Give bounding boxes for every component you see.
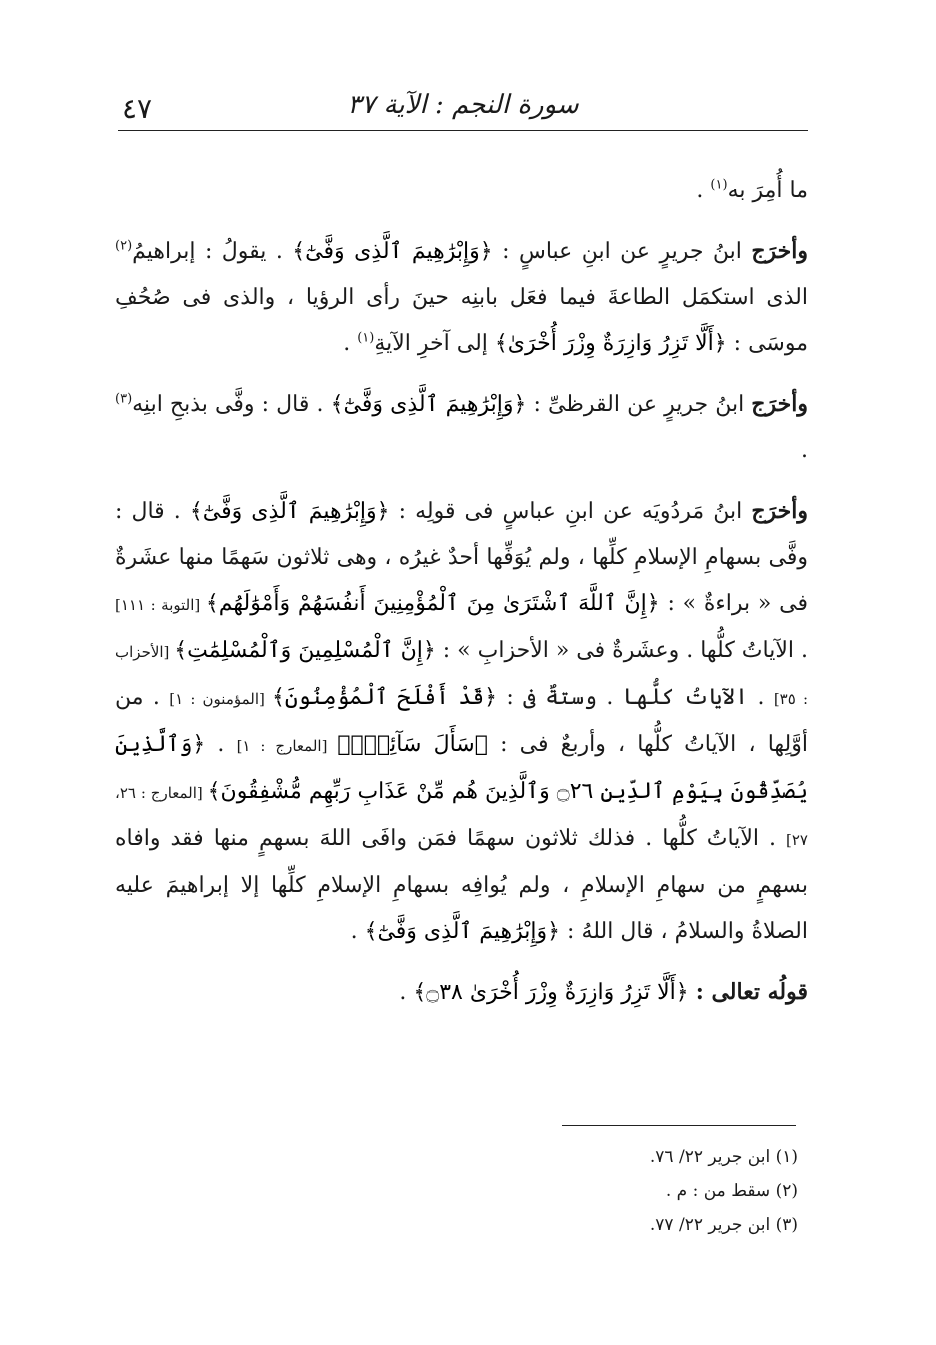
- body-text: . الآياتُ كلُّها . وعشَرةٌ فى « الأحزابِ » :: [435, 638, 808, 663]
- quran-quote: ﴿سَأَلَ سَآئِلٌۢ﴾: [337, 732, 488, 757]
- page-header: [118, 84, 808, 131]
- running-title: سورة النجم : الآية ٣٧: [347, 90, 579, 120]
- footnote-1: (١) ابن جرير ٢٢/ ٧٦.: [649, 1147, 798, 1167]
- body-text: . يقولُ : إبراهيمُ: [132, 239, 293, 264]
- body-text: .: [399, 980, 414, 1005]
- body-text: إلى آخرِ الآيةِ: [374, 331, 495, 356]
- body-text: . قال : وفَّى بذبحِ ابنِه: [132, 392, 331, 417]
- body-text: . من أوَّلِها ، الآياتُ كلُّها ، وأربعٌ فى :: [115, 685, 808, 757]
- body-text: .: [205, 732, 237, 757]
- footnote-2: (٢) سقط من : م .: [665, 1181, 798, 1201]
- footnote-ref[interactable]: (١): [357, 330, 375, 346]
- verse-reference: [المؤمنون : ١]: [169, 690, 273, 708]
- paragraph-lead-word: وأخرَج: [751, 238, 808, 264]
- page-body: [115, 168, 808, 1030]
- body-text: [689, 980, 696, 1005]
- footnote-ref[interactable]: (١): [710, 177, 728, 193]
- paragraph-text: ما أُمِرَ به: [727, 178, 808, 203]
- page-number: ٤٧: [122, 92, 153, 125]
- paragraph-lead-word: وأخرَج: [751, 391, 808, 417]
- footnote-ref[interactable]: (٣): [115, 391, 133, 407]
- quran-quote: ﴿وَإِبْرَٰهِيمَ ٱلَّذِى وَفَّىٰٓ﴾: [364, 919, 561, 944]
- paragraph-lead-word: وأخرَج: [751, 498, 809, 524]
- quran-quote: ﴿إِنَّ ٱلْمُسْلِمِينَ وَٱلْمُسْلِمَٰتِ﴾: [174, 638, 436, 663]
- footnote-ref[interactable]: (٢): [115, 238, 133, 254]
- footnotes: [118, 1140, 798, 1242]
- verse-reference: [المعارج : ١]: [236, 737, 338, 755]
- quran-quote: ﴿وَإِبْرَٰهِيمَ ٱلَّذِى وَفَّىٰٓ﴾: [292, 239, 493, 264]
- paragraph-end: .: [696, 178, 711, 203]
- quran-quote: ﴿قَدْ أَفْلَحَ ٱلْمُؤْمِنُونَ﴾: [272, 685, 497, 710]
- paragraph-4: [115, 488, 808, 955]
- quran-quote: ﴿أَلَّا تَزِرُ وَازِرَةٌ وِزْرَ أُخْرَىٰ ۝٣٨﴾: [413, 980, 689, 1005]
- paragraph-2: [115, 228, 808, 367]
- paragraph-5: [115, 969, 808, 1016]
- body-text: الذى استكمَل الطاعةَ فيما فعَل بابنِه حينَ رأى الرؤيا ، والذى فى صُحُفِ موسَى :: [115, 285, 808, 356]
- verse-reference: [التوبة : ١١١]: [115, 596, 206, 614]
- quran-quote: ﴿وَٱلَّذِينَ يُصَدِّقُونَ بِيَوْمِ ٱلدِّينِ ۝٢٦ وَٱلَّذِينَ هُم مِّنْ عَذَابِ رَبِّهِم مُّشْفِقُونَ﴾: [115, 732, 808, 804]
- body-text: .: [801, 438, 808, 463]
- paragraph-lead-word: قولُه تعالى :: [695, 979, 808, 1005]
- body-text: .: [343, 331, 358, 356]
- paragraph-3: [115, 381, 808, 474]
- quran-quote: ﴿إِنَّ ٱللَّهَ ٱشْتَرَىٰ مِنَ ٱلْمُؤْمِنِينَ أَنفُسَهُمْ وَأَمْوَٰلَهُم﴾: [205, 591, 660, 616]
- footnote-3: (٣) ابن جرير ٢٢/ ٧٧.: [649, 1215, 798, 1235]
- quran-quote: ﴿وَإِبْرَٰهِيمَ ٱلَّذِى وَفَّىٰٓ﴾: [330, 392, 527, 417]
- paragraph-1: [115, 168, 808, 214]
- body-text: .: [350, 919, 365, 944]
- body-text: . قال : وفَّى بسهامِ الإسلامِ كلِّها ، ولم يُوَفِّها أحدٌ غيرُه ، وهى ثلاثون سَهمًا منها عشَرةٌ فى « براءةٌ » :: [115, 499, 808, 616]
- verse-reference: [الأحزاب : ٣٥]: [115, 643, 808, 708]
- body-text: . الآياتُ كلُّها . فذلك ثلاثون سهمًا فمَن وافَى اللهَ بسهمٍ منها فقد وافاه بسهمٍ من سهامِ الإسلامِ ، ولم يُوافِه بسهامِ الإسلامِ كلِّها إلا إبراهيمَ عليه الصلاةُ والسلامُ ، قال اللهُ :: [115, 826, 808, 944]
- body-text: . الآياتُ كلُّها . وستةٌ فى :: [497, 685, 774, 710]
- body-text: ابنُ جريرٍ عن ابنِ عباسٍ :: [492, 239, 752, 264]
- quran-quote: ﴿أَلَّا تَزِرُ وَازِرَةٌ وِزْرَ أُخْرَىٰ﴾: [494, 331, 727, 356]
- verse-reference: [المعارج : ٢٦، ٢٧]: [115, 784, 808, 849]
- quran-quote: ﴿وَإِبْرَٰهِيمَ ٱلَّذِى وَفَّىٰٓ﴾: [189, 499, 390, 524]
- body-text: ابنُ جريرٍ عن القرظىِّ :: [526, 392, 752, 417]
- body-text: ابنُ مَردُويَه عن ابنِ عباسٍ فى قولِه :: [389, 499, 752, 524]
- footnote-separator: [562, 1125, 796, 1126]
